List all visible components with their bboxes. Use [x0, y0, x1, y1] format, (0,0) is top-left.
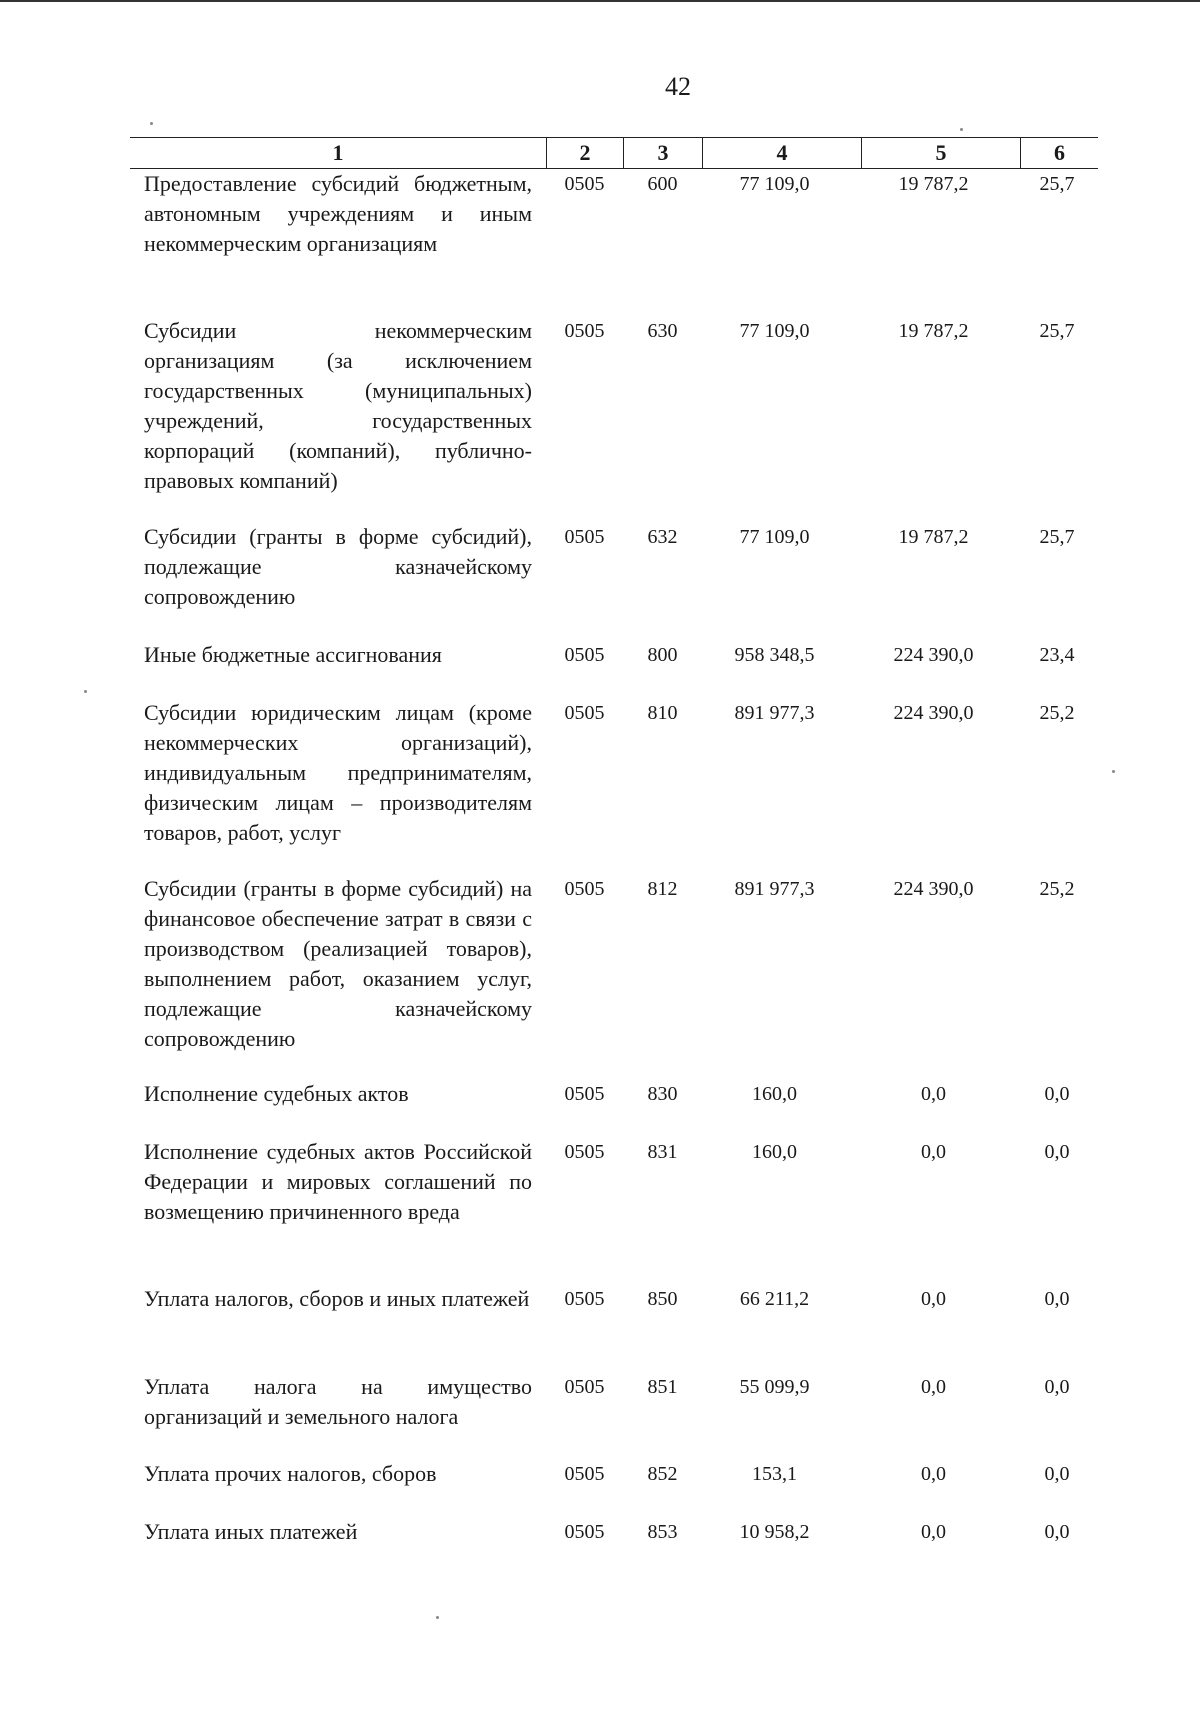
cell-code: 850 — [647, 1288, 678, 1310]
cell-code: 630 — [647, 320, 678, 342]
cell-plan: 891 977,3 — [734, 702, 815, 724]
cell-code: 600 — [647, 173, 678, 195]
cell-code: 800 — [647, 644, 678, 666]
cell-plan: 77 109,0 — [739, 320, 810, 342]
cell-plan: 891 977,3 — [734, 878, 815, 900]
cell-percent: 25,7 — [1039, 526, 1075, 548]
scan-speck — [1112, 770, 1115, 773]
table-row — [130, 1459, 1098, 1517]
cell-code: 830 — [647, 1083, 678, 1105]
table-row — [130, 874, 1098, 1079]
row-label: Субсидии юридическим лицам (кроме некоммерческих организаций), индивидуальным предпринимателям, физическим лицам – производителям товаров, работ, услуг — [144, 700, 532, 845]
row-label: Исполнение судебных актов — [144, 1081, 409, 1106]
cell-code: 812 — [647, 878, 678, 900]
row-label: Иные бюджетные ассигнования — [144, 642, 442, 667]
cell-code: 632 — [647, 526, 678, 548]
header-col-1: 1 — [332, 140, 344, 165]
cell-section: 0505 — [564, 702, 605, 724]
cell-plan: 77 109,0 — [739, 173, 810, 195]
table-row — [130, 1137, 1098, 1284]
header-col-2: 2 — [546, 138, 623, 168]
cell-section: 0505 — [564, 173, 605, 195]
cell-percent: 0,0 — [1044, 1463, 1070, 1485]
scan-speck — [150, 122, 153, 125]
cell-percent: 25,7 — [1039, 320, 1075, 342]
cell-actual: 0,0 — [921, 1463, 946, 1485]
cell-plan: 958 348,5 — [734, 644, 815, 666]
header-col-3: 3 — [623, 138, 702, 168]
cell-actual: 0,0 — [921, 1521, 946, 1543]
cell-section: 0505 — [564, 1083, 605, 1105]
table-row — [130, 1517, 1098, 1557]
top-scan-edge — [0, 0, 1200, 2]
cell-actual: 224 390,0 — [893, 702, 974, 724]
page-number: 42 — [665, 72, 691, 101]
cell-actual: 19 787,2 — [898, 526, 969, 548]
cell-plan: 153,1 — [752, 1463, 797, 1485]
cell-section: 0505 — [564, 1288, 605, 1310]
cell-percent: 25,2 — [1039, 702, 1075, 724]
row-label: Субсидии (гранты в форме субсидий) на финансовое обеспечение затрат в связи с производством (реализацией товаров), выполнением работ, оказанием услуг, подлежащие казначейскому сопровождению — [144, 876, 532, 1051]
cell-code: 831 — [647, 1141, 678, 1163]
row-label: Исполнение судебных актов Российской Федерации и мировых соглашений по возмещению причиненного вреда — [144, 1139, 532, 1224]
cell-section: 0505 — [564, 320, 605, 342]
table-row — [130, 316, 1098, 522]
budget-table — [130, 137, 1098, 1557]
cell-code: 852 — [647, 1463, 678, 1485]
row-label: Уплата иных платежей — [144, 1519, 358, 1544]
cell-code: 810 — [647, 702, 678, 724]
cell-code: 853 — [647, 1521, 678, 1543]
cell-section: 0505 — [564, 1376, 605, 1398]
cell-actual: 224 390,0 — [893, 878, 974, 900]
cell-percent: 0,0 — [1044, 1521, 1070, 1543]
cell-percent: 25,7 — [1039, 173, 1075, 195]
cell-percent: 0,0 — [1044, 1376, 1070, 1398]
row-label: Субсидии (гранты в форме субсидий), подлежащие казначейскому сопровождению — [144, 524, 532, 609]
cell-percent: 25,2 — [1039, 878, 1075, 900]
table-row — [130, 1372, 1098, 1459]
cell-actual: 0,0 — [921, 1288, 946, 1310]
cell-actual: 0,0 — [921, 1376, 946, 1398]
table-row — [130, 522, 1098, 640]
cell-code: 851 — [647, 1376, 678, 1398]
cell-section: 0505 — [564, 1141, 605, 1163]
row-label: Уплата налогов, сборов и иных платежей — [144, 1286, 530, 1311]
cell-percent: 0,0 — [1044, 1288, 1070, 1310]
table-row — [130, 169, 1098, 316]
row-label: Уплата налога на имущество организаций и земельного налога — [144, 1374, 532, 1429]
cell-actual: 19 787,2 — [898, 320, 969, 342]
row-label: Субсидии некоммерческим организациям (за исключением государственных (муниципальных) учреждений, государственных корпораций (компаний), публично-правовых компаний) — [144, 318, 532, 493]
header-col-6: 6 — [1020, 138, 1098, 168]
cell-actual: 0,0 — [921, 1083, 946, 1105]
cell-actual: 19 787,2 — [898, 173, 969, 195]
cell-section: 0505 — [564, 644, 605, 666]
row-label: Предоставление субсидий бюджетным, автономным учреждениям и иным некоммерческим организациям — [144, 171, 532, 256]
table-row — [130, 640, 1098, 698]
cell-plan: 160,0 — [752, 1083, 797, 1105]
header-col-4: 4 — [702, 138, 861, 168]
table-row — [130, 1284, 1098, 1372]
cell-percent: 0,0 — [1044, 1083, 1070, 1105]
table-row — [130, 698, 1098, 874]
scan-speck — [84, 690, 87, 693]
cell-percent: 23,4 — [1039, 644, 1075, 666]
cell-actual: 224 390,0 — [893, 644, 974, 666]
cell-section: 0505 — [564, 1521, 605, 1543]
header-col-5: 5 — [861, 138, 1020, 168]
cell-plan: 77 109,0 — [739, 526, 810, 548]
scan-speck — [960, 128, 963, 131]
cell-plan: 160,0 — [752, 1141, 797, 1163]
cell-actual: 0,0 — [921, 1141, 946, 1163]
scan-speck — [436, 1616, 439, 1619]
cell-plan: 10 958,2 — [739, 1521, 810, 1543]
cell-section: 0505 — [564, 878, 605, 900]
table-header — [130, 137, 1098, 169]
cell-percent: 0,0 — [1044, 1141, 1070, 1163]
cell-plan: 66 211,2 — [739, 1288, 810, 1310]
table-row — [130, 1079, 1098, 1137]
cell-section: 0505 — [564, 526, 605, 548]
row-label: Уплата прочих налогов, сборов — [144, 1461, 437, 1486]
cell-plan: 55 099,9 — [739, 1376, 810, 1398]
cell-section: 0505 — [564, 1463, 605, 1485]
